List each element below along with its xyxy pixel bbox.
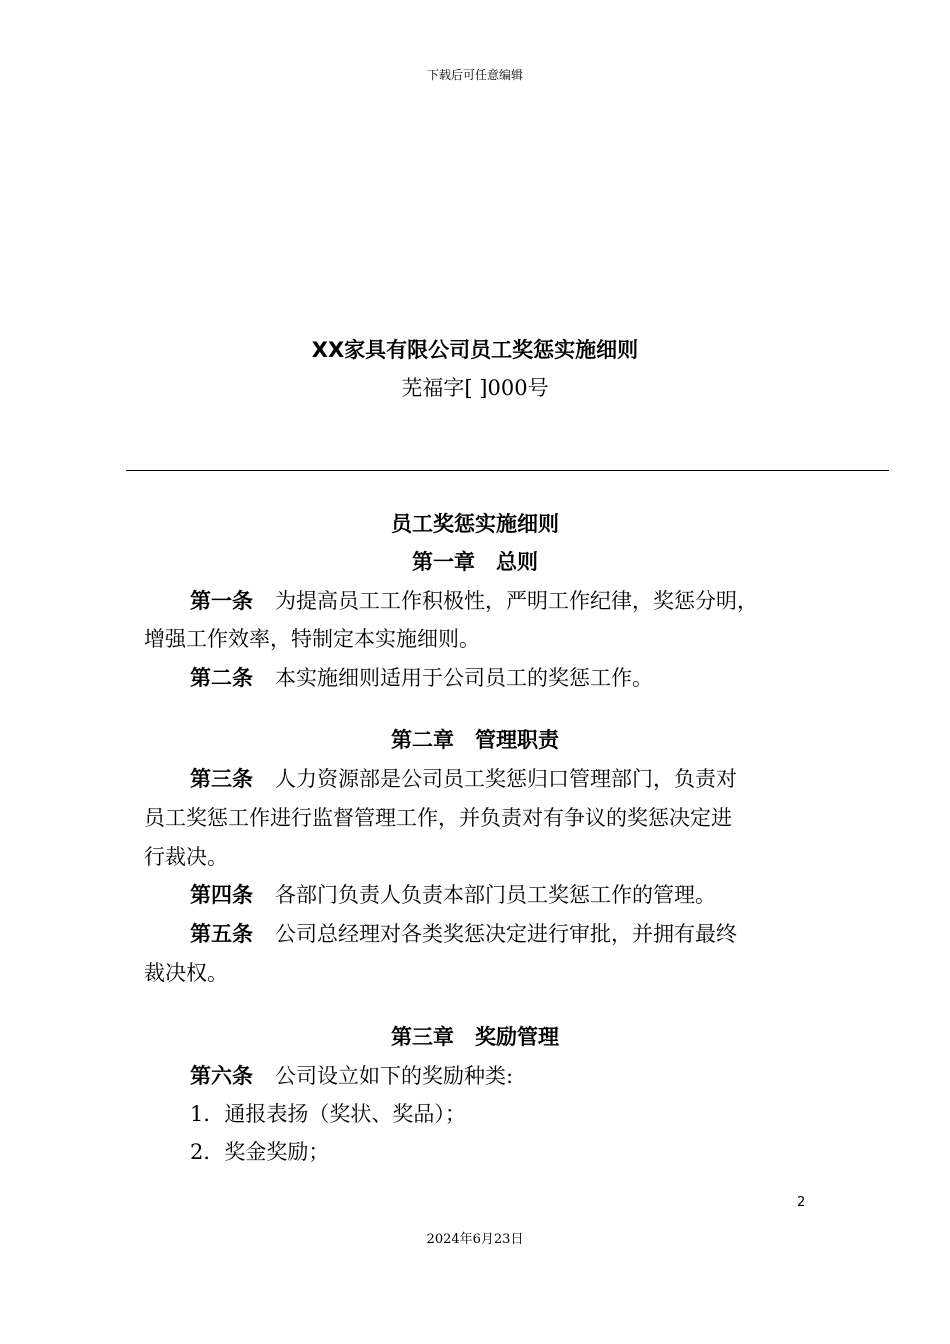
article-4-label: 第四条	[190, 883, 253, 907]
document-number: 芜福字[ ]000号	[401, 376, 549, 400]
article-5-label: 第五条	[190, 922, 253, 946]
page-number: 2	[797, 1195, 806, 1210]
article-3-label: 第三条	[190, 767, 253, 791]
header-note: 下载后可任意编辑	[426, 68, 523, 82]
article-5-text: 公司总经理对各类奖惩决定进行审批，并拥有最终	[275, 922, 737, 946]
list-item-2	[144, 1133, 329, 1171]
document-title: XX家具有限公司员工奖惩实施细则	[311, 338, 639, 362]
article-1-line-2: 增强工作效率，特制定本实施细则。	[144, 627, 480, 651]
article-2	[144, 659, 653, 697]
article-1-line-1	[144, 582, 758, 620]
list-item-1	[144, 1095, 466, 1133]
list-item-1-text: 1．通报表扬（奖状、奖品）；	[190, 1102, 466, 1126]
article-3-line-3: 行裁决。	[144, 845, 228, 869]
article-6-text: 公司设立如下的奖励种类:	[275, 1064, 514, 1088]
article-2-label: 第二条	[190, 666, 253, 690]
article-3-line-2: 员工奖惩工作进行监督管理工作，并负责对有争议的奖惩决定进	[144, 806, 732, 830]
article-5-line-1	[144, 915, 737, 953]
horizontal-rule	[126, 470, 889, 471]
article-3-line-1	[144, 760, 737, 798]
chapter-2-heading: 第二章 管理职责	[391, 728, 559, 752]
article-2-text: 本实施细则适用于公司员工的奖惩工作。	[275, 666, 653, 690]
article-5-line-2: 裁决权。	[144, 961, 228, 985]
article-6	[144, 1057, 513, 1095]
footer-date: 2024年6月23日	[426, 1232, 524, 1247]
list-item-2-text: 2．奖金奖励；	[190, 1140, 330, 1164]
article-4-text: 各部门负责人负责本部门员工奖惩工作的管理。	[275, 883, 716, 907]
chapter-1-heading: 第一章 总则	[412, 550, 538, 574]
article-1-label: 第一条	[190, 589, 253, 613]
article-4	[144, 876, 716, 914]
article-6-label: 第六条	[190, 1064, 253, 1088]
chapter-3-heading: 第三章 奖励管理	[391, 1025, 559, 1049]
main-heading: 员工奖惩实施细则	[391, 512, 559, 536]
article-1-text: 为提高员工工作积极性，严明工作纪律，奖惩分明，	[275, 589, 758, 613]
article-3-text: 人力资源部是公司员工奖惩归口管理部门，负责对	[275, 767, 737, 791]
